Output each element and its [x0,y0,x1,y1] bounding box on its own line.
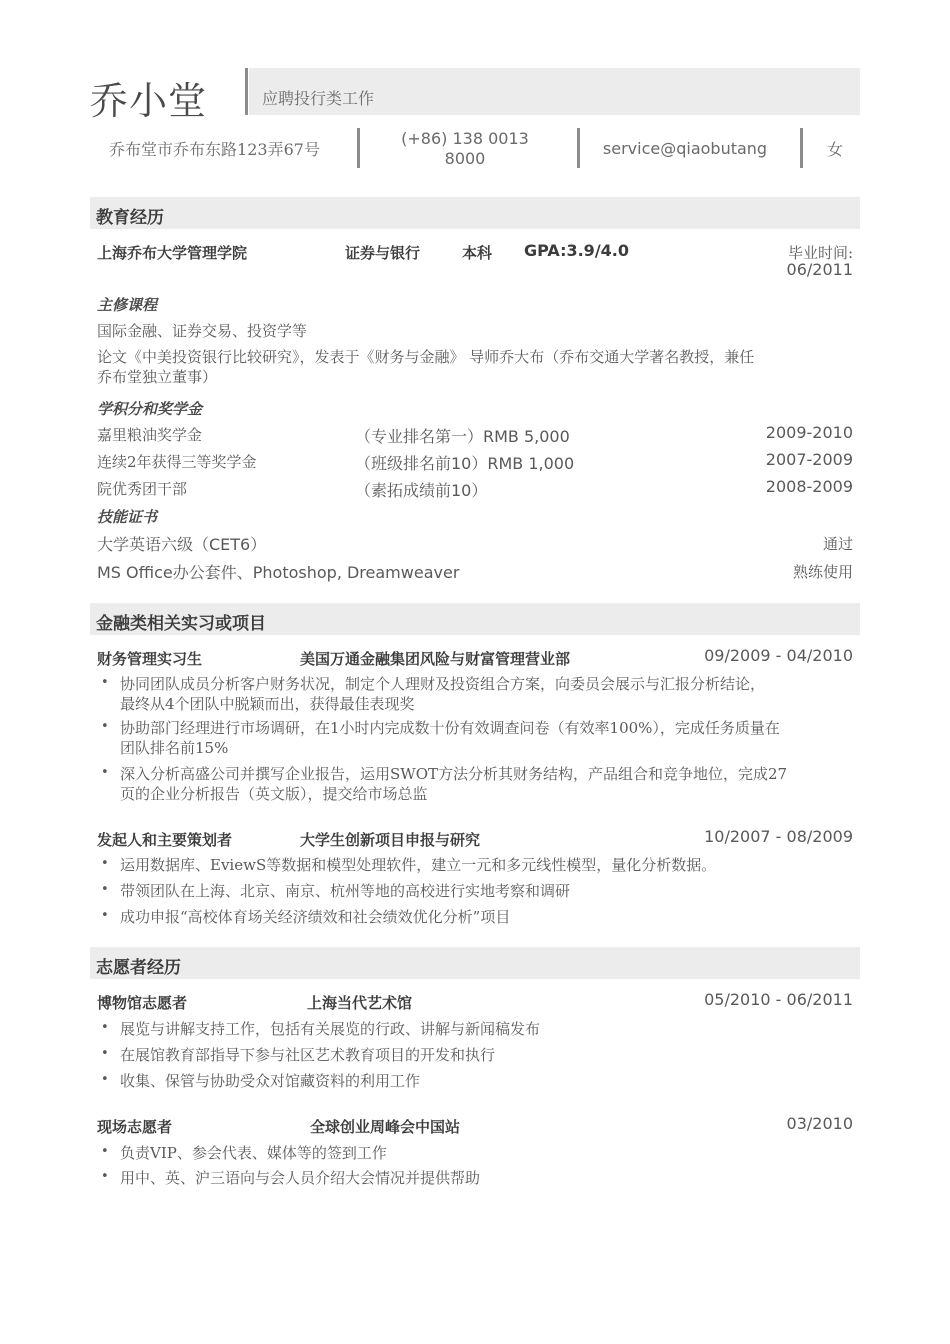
job-bullet-line: 最终从4个团队中脱颖而出，获得最佳表现奖 [120,695,415,713]
bullet-dot: • [101,765,109,780]
job-role: 财务管理实习生 [97,650,203,668]
job-bullet-line: 协同团队成员分析客户财务状况，制定个人理财及投资组合方案，向委员会展示与汇报分析结论， [120,675,766,693]
job-bullet-line: 深入分析高盛公司并撰写企业报告，运用SWOT方法分析其财务结构，产品组合和竞争地位，完成27 [120,765,788,783]
bullet-dot: • [101,1144,109,1159]
awards-title: 学积分和奖学金 [97,400,203,418]
bullet-dot: • [101,908,109,923]
job-date: 10/2007 - 08/2009 [704,827,853,846]
job-role: 现场志愿者 [97,1118,173,1136]
job-bullet-line: 团队排名前15% [120,739,229,757]
email: service@qiaobutang [602,139,768,158]
job-date: 03/2010 [786,1114,853,1133]
education-section-bar [90,197,860,229]
award-date: 2007-2009 [765,450,853,469]
school: 上海乔布大学管理学院 [97,244,248,262]
job-date: 09/2009 - 04/2010 [704,646,853,665]
bullet-dot: • [101,882,109,897]
phone-line-2: 8000 [444,149,486,168]
job-bullet: 运用数据库、EviewS等数据和模型处理软件，建立一元和多元线性模型，量化分析数据。 [120,856,717,874]
job-bullet-line: 页的企业分析报告（英文版），提交给市场总监 [120,785,428,803]
bullet-dot: • [101,1046,109,1061]
skill-name: MS Office办公套件、Photoshop, Dreamweaver [97,563,460,582]
degree: 本科 [462,244,493,262]
job-bullet: 在展馆教育部指导下参与社区艺术教育项目的开发和执行 [120,1046,496,1064]
volunteer-title: 志愿者经历 [96,958,181,978]
courses-title: 主修课程 [97,296,158,314]
courses: 国际金融、证券交易、投资学等 [97,322,308,340]
award-detail: （专业排名第一）RMB 5,000 [355,427,570,446]
education-title: 教育经历 [96,208,164,228]
job-bullet [120,764,787,804]
candidate-name: 乔小堂 [90,79,208,123]
bullet-dot: • [101,1169,109,1184]
bullet-dot: • [101,719,109,734]
job-bullet-line: 协助部门经理进行市场调研，在1小时内完成数十份有效调查问卷（有效率100%），完成任务质量在 [120,719,780,737]
major: 证券与银行 [345,244,421,262]
job-bullet: 带领团队在上海、北京、南京、杭州等地的高校进行实地考察和调研 [120,882,571,900]
job-bullet [120,674,765,714]
skill-level: 熟练使用 [792,563,853,581]
bullet-dot: • [101,675,109,690]
gender: 女 [826,140,843,159]
phone-line-1: (+86) 138 0013 [401,129,529,148]
award-date: 2009-2010 [765,423,853,442]
job-date: 05/2010 - 06/2011 [704,990,853,1009]
thesis-line-2: 乔布堂独立董事） [97,368,218,386]
job-bullet: 展览与讲解支持工作，包括有关展览的行政、讲解与新闻稿发布 [120,1020,541,1038]
contact-divider [577,128,580,168]
job-role: 博物馆志愿者 [97,994,188,1012]
award-name: 连续2年获得三等奖学金 [97,453,257,471]
award-name: 嘉里粮油奖学金 [97,426,203,444]
award-name: 院优秀团干部 [97,480,188,498]
job-bullet [120,718,780,758]
grad-date: 06/2011 [786,260,853,279]
phone [380,129,550,169]
header-divider [245,68,248,115]
job-org: 全球创业周峰会中国站 [310,1118,461,1136]
award-date: 2008-2009 [765,477,853,496]
internship-title: 金融类相关实习或项目 [96,614,266,634]
grad-label: 毕业时间: [787,244,853,262]
skills-title: 技能证书 [97,508,158,526]
volunteer-section-bar [90,947,860,979]
gpa: GPA:3.9/4.0 [524,241,629,260]
award-detail: （班级排名前10）RMB 1,000 [355,454,575,473]
thesis-line-1: 论文《中美投资银行比较研究》，发表于《财务与金融》 导师乔大布（乔布交通大学著名教授，兼任 [97,348,755,366]
contact-divider [357,128,360,168]
contact-divider [800,128,803,168]
bullet-dot: • [101,856,109,871]
job-role: 发起人和主要策划者 [97,831,233,849]
job-org: 上海当代艺术馆 [307,994,413,1012]
skill-name: 大学英语六级（CET6） [97,535,267,554]
target-position: 应聘投行类工作 [262,89,375,108]
job-bullet: 用中、英、沪三语向与会人员介绍大会情况并提供帮助 [120,1169,481,1187]
job-bullet: 负责VIP、参会代表、媒体等的签到工作 [120,1144,387,1162]
job-bullet: 收集、保管与协助受众对馆藏资料的利用工作 [120,1072,421,1090]
bullet-dot: • [101,1072,109,1087]
skill-level: 通过 [822,535,853,553]
job-bullet: 成功申报“高校体育场关经济绩效和社会绩效优化分析”项目 [120,908,511,926]
award-detail: （素拓成绩前10） [355,481,488,500]
job-org: 大学生创新项目申报与研究 [300,831,481,849]
bullet-dot: • [101,1020,109,1035]
address: 乔布堂市乔布东路123弄67号 [109,140,320,159]
job-org: 美国万通金融集团风险与财富管理营业部 [300,650,571,668]
